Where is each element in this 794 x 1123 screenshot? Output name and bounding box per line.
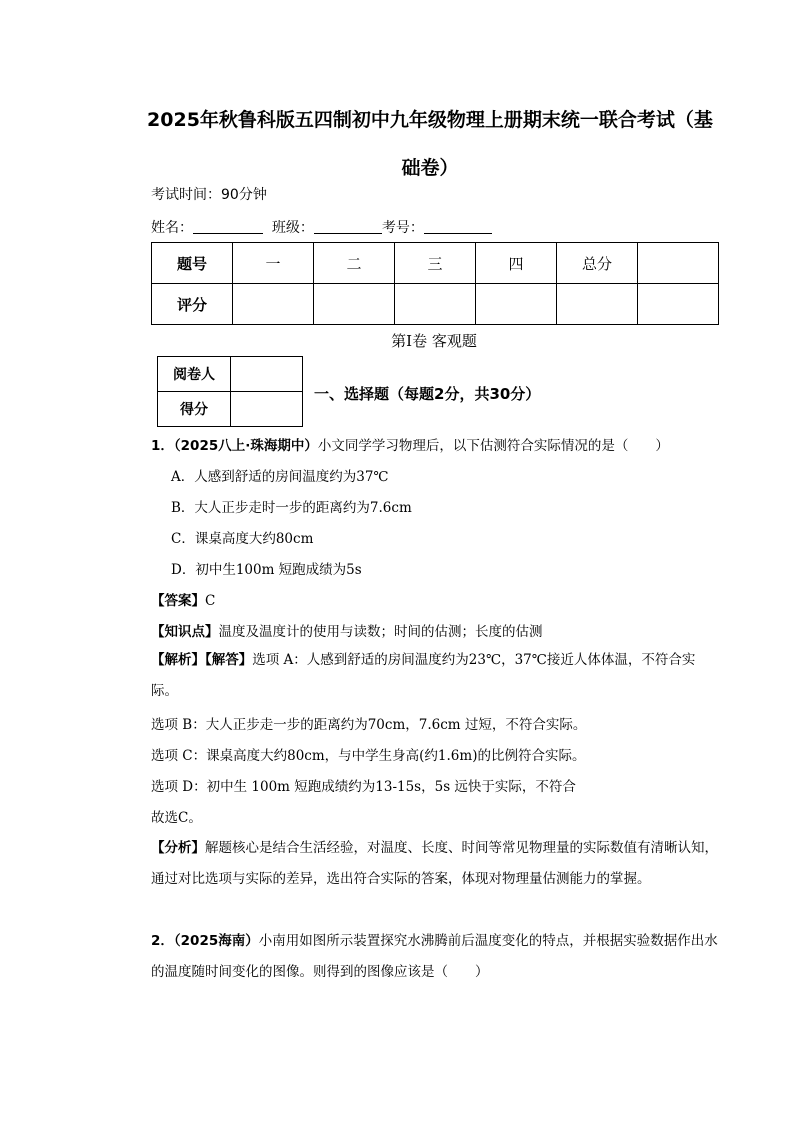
question-number: 1． — [151, 438, 174, 454]
exam-time: 考试时间：90分钟 — [151, 187, 267, 203]
score-row-label: 评分 — [152, 284, 233, 325]
score-header-cell — [638, 243, 719, 284]
analysis-line-d: 选项 D：初中生 100m 短跑成绩约为13-15s，5s 远快于实际，不符合 — [151, 779, 576, 795]
name-label: 姓名： — [151, 220, 193, 236]
option-a: A．人感到舒适的房间温度约为37℃ — [171, 469, 389, 485]
score-label: 得分 — [158, 392, 231, 427]
knowledge-text: 温度及温度计的使用与读数；时间的估测；长度的估测 — [218, 624, 543, 640]
class-label: 班级： — [271, 220, 314, 236]
grader-row — [158, 392, 303, 427]
question-2-stem — [151, 926, 719, 988]
summary-paragraph — [151, 833, 719, 895]
score-cell — [638, 284, 719, 325]
score-header-cell: 总分 — [557, 243, 638, 284]
score-table-header-row — [152, 243, 719, 284]
score-cell — [476, 284, 557, 325]
student-info-line — [151, 218, 492, 238]
analysis-paragraph — [151, 645, 719, 707]
answer-tag: 【答案】 — [151, 593, 205, 609]
score-header-cell: 题号 — [152, 243, 233, 284]
question-number: 2． — [151, 933, 174, 949]
knowledge-tag: 【知识点】 — [151, 624, 219, 640]
score-cell — [395, 284, 476, 325]
score-table-value-row — [152, 284, 719, 325]
question-text: 小南用如图所示装置探究水沸腾前后温度变化的特点，并根据实验数据作出水的温度随时间变化的图像。则得到的图像应该是（ ） — [151, 933, 718, 980]
name-blank — [193, 219, 263, 234]
summary-tag: 【分析】 — [151, 840, 205, 856]
question-text: 小文同学学习物理后，以下估测符合实际情况的是（ ） — [317, 438, 669, 454]
score-header-cell: 四 — [476, 243, 557, 284]
analysis-tag: 【解析】【解答】 — [151, 652, 253, 668]
question-source: （2025海南） — [173, 933, 259, 949]
option-b: B．大人正步走时一步的距离约为7.6cm — [171, 500, 412, 516]
option-c: C．课桌高度大约80cm — [171, 531, 314, 547]
page-title: 2025年秋鲁科版五四制初中九年级物理上册期末统一联合考试（基础卷） — [147, 109, 713, 179]
answer-line — [151, 589, 215, 609]
question-1-stem — [151, 434, 669, 454]
analysis-conclusion: 故选C。 — [151, 810, 202, 826]
grader-score-cell — [231, 392, 303, 427]
option-d: D．初中生100m 短跑成绩为5s — [171, 562, 362, 578]
analysis-text: 选项 A：人感到舒适的房间温度约为23℃，37℃接近人体体温，不符合实际。 — [151, 652, 696, 699]
id-label: 考号： — [381, 220, 424, 236]
question-source: （2025八上·珠海期中） — [173, 438, 318, 454]
section-label: 第Ⅰ卷 客观题 — [391, 332, 477, 350]
reviewer-label: 阅卷人 — [158, 357, 231, 392]
score-header-cell: 三 — [395, 243, 476, 284]
summary-text: 解题核心是结合生活经验，对温度、长度、时间等常见物理量的实际数值有清晰认知，通过对比选项与实际的差异，选出符合实际的答案，体现对物理量估测能力的掌握。 — [151, 840, 718, 887]
knowledge-line — [151, 620, 543, 640]
answer-value: C — [205, 593, 216, 609]
class-blank — [314, 219, 382, 234]
id-blank — [424, 219, 492, 234]
section-heading: 一、选择题（每题2分，共30分） — [314, 385, 541, 403]
analysis-line-b: 选项 B：大人正步走一步的距离约为70cm，7.6cm 过短，不符合实际。 — [151, 717, 587, 733]
grader-row — [158, 357, 303, 392]
score-cell — [557, 284, 638, 325]
analysis-line-c: 选项 C：课桌高度大约80cm，与中学生身高(约1.6m)的比例符合实际。 — [151, 748, 586, 764]
score-cell — [233, 284, 314, 325]
score-cell — [314, 284, 395, 325]
reviewer-cell — [231, 357, 303, 392]
score-header-cell: 一 — [233, 243, 314, 284]
score-header-cell: 二 — [314, 243, 395, 284]
score-table — [151, 242, 719, 325]
grader-table — [157, 356, 303, 427]
